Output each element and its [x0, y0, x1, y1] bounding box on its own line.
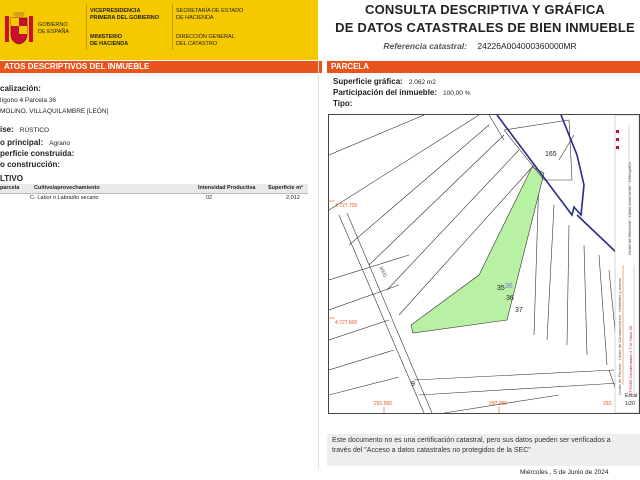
coord-x1: 291.500 [374, 401, 393, 407]
clase-value: RÚSTICO [19, 127, 50, 134]
scale-label-b: 1/20 [625, 401, 635, 407]
coord-x3: 292. [603, 401, 613, 407]
table-row: C- Labor o Labradío secano 02 2.012 [30, 195, 300, 201]
road-label: 9000 [377, 265, 388, 279]
parcel-label-35: 35 [497, 285, 505, 292]
uso-field: o principal: Agrario [0, 138, 71, 147]
map-legend: Límite de Manzana · Límite zona verde · Hidrografía [627, 162, 632, 255]
gobierno-text: GOBIERNO DE ESPAÑA [38, 22, 70, 35]
cadastral-map[interactable] [328, 114, 640, 414]
scale-label-a: Escal [625, 393, 638, 399]
legend-item: Hidrografía [627, 162, 632, 183]
parcel-label-37: 37 [515, 307, 523, 314]
parcel-label-9: 9 [411, 381, 415, 388]
superficie-grafica-value: 2.062 m2 [408, 79, 436, 86]
ref-value: 24226A004000360000MR [477, 41, 577, 51]
localizacion-label: calización: [0, 84, 41, 93]
ref-label: Referencia catastral: [383, 41, 467, 51]
parcel-label-36-top: 36 [505, 283, 513, 290]
participacion-value: 100,00 % [443, 90, 471, 97]
verification-notice [327, 434, 640, 466]
legend-item: Mobiliario y aceras [617, 278, 622, 312]
government-logo-banner [0, 0, 318, 60]
cultivo-table [0, 184, 308, 203]
parcel-label-165: 165 [545, 151, 557, 158]
localizacion-line2: MOLINO. VILLAQUILAMBRE [LEÓN] [0, 108, 109, 115]
map-legend-lower: Límite de Parcela · Límite de Construcciones · Mobiliario y aceras [617, 278, 622, 395]
referencia-catastral [330, 41, 630, 51]
localizacion-line1: lígono 4 Parcela 36 [0, 97, 57, 104]
document-title-line2: DE DATOS CATASTRALES DE BIEN INMUEBLE [335, 20, 635, 35]
cultivo-title: LTIVO [0, 174, 23, 183]
secretaria-text: SECRETARÍA DE ESTADO DE HACIENDA [176, 8, 244, 21]
coord-y2: 4.727.600 [335, 320, 358, 326]
document-title-line1: CONSULTA DESCRIPTIVA Y GRÁFICA [364, 2, 605, 17]
legend-item: Límite zona verde [627, 185, 632, 218]
section-bar-datos-descriptivos: ATOS DESCRIPTIVOS DEL INMUEBLE [0, 61, 322, 73]
coord-y1: 4.727.700 [335, 203, 358, 209]
ano-construccion-label: o construcción: [0, 160, 61, 169]
legend-item: Límite de Parcela [617, 363, 622, 395]
legend-item: Límite de Manzana [627, 220, 632, 255]
superficie-construida-label: perficie construida: [0, 149, 75, 158]
notice-line2: través del "Acceso a datos catastrales no protegidos de la SEC" [332, 447, 531, 454]
tipo-label: Tipo: [333, 99, 353, 108]
direccion-text: DIRECCIÓN GENERAL DEL CATASTRO [176, 34, 235, 47]
superficie-grafica-field: Superficie gráfica: 2.062 m2 [333, 77, 436, 86]
coat-of-arms-icon [4, 10, 34, 48]
notice-line1: Este documento no es una certificación catastral, pero sus datos pueden ser verificados a [332, 437, 611, 444]
coord-x2: 292.000 [489, 401, 508, 407]
participacion-field: Participación del inmueble: 100,00 % [333, 88, 471, 97]
map-projection-note: ETRS89 Coordenadas U.T.M. Huso 30 [628, 326, 633, 395]
document-date: Miércoles , 5 de Junio de 2024 [520, 469, 609, 476]
map-drawing [329, 115, 639, 413]
parcel-label-36: 36 [506, 295, 514, 302]
clase-field: ise: RÚSTICO [0, 125, 50, 134]
table-header: parcela Cultivo/aprovechamiento Intensidad Productiva Superficie m² [0, 184, 308, 194]
section-bar-parcela: PARCELA [327, 61, 640, 73]
vicepresidencia-text: VICEPRESIDENCIA PRIMERA DEL GOBIERNO [90, 8, 160, 21]
ministerio-text: MINISTERIO DE HACIENDA [90, 34, 129, 47]
uso-value: Agrario [49, 140, 71, 147]
legend-item: Límite de Construcciones [617, 315, 622, 361]
